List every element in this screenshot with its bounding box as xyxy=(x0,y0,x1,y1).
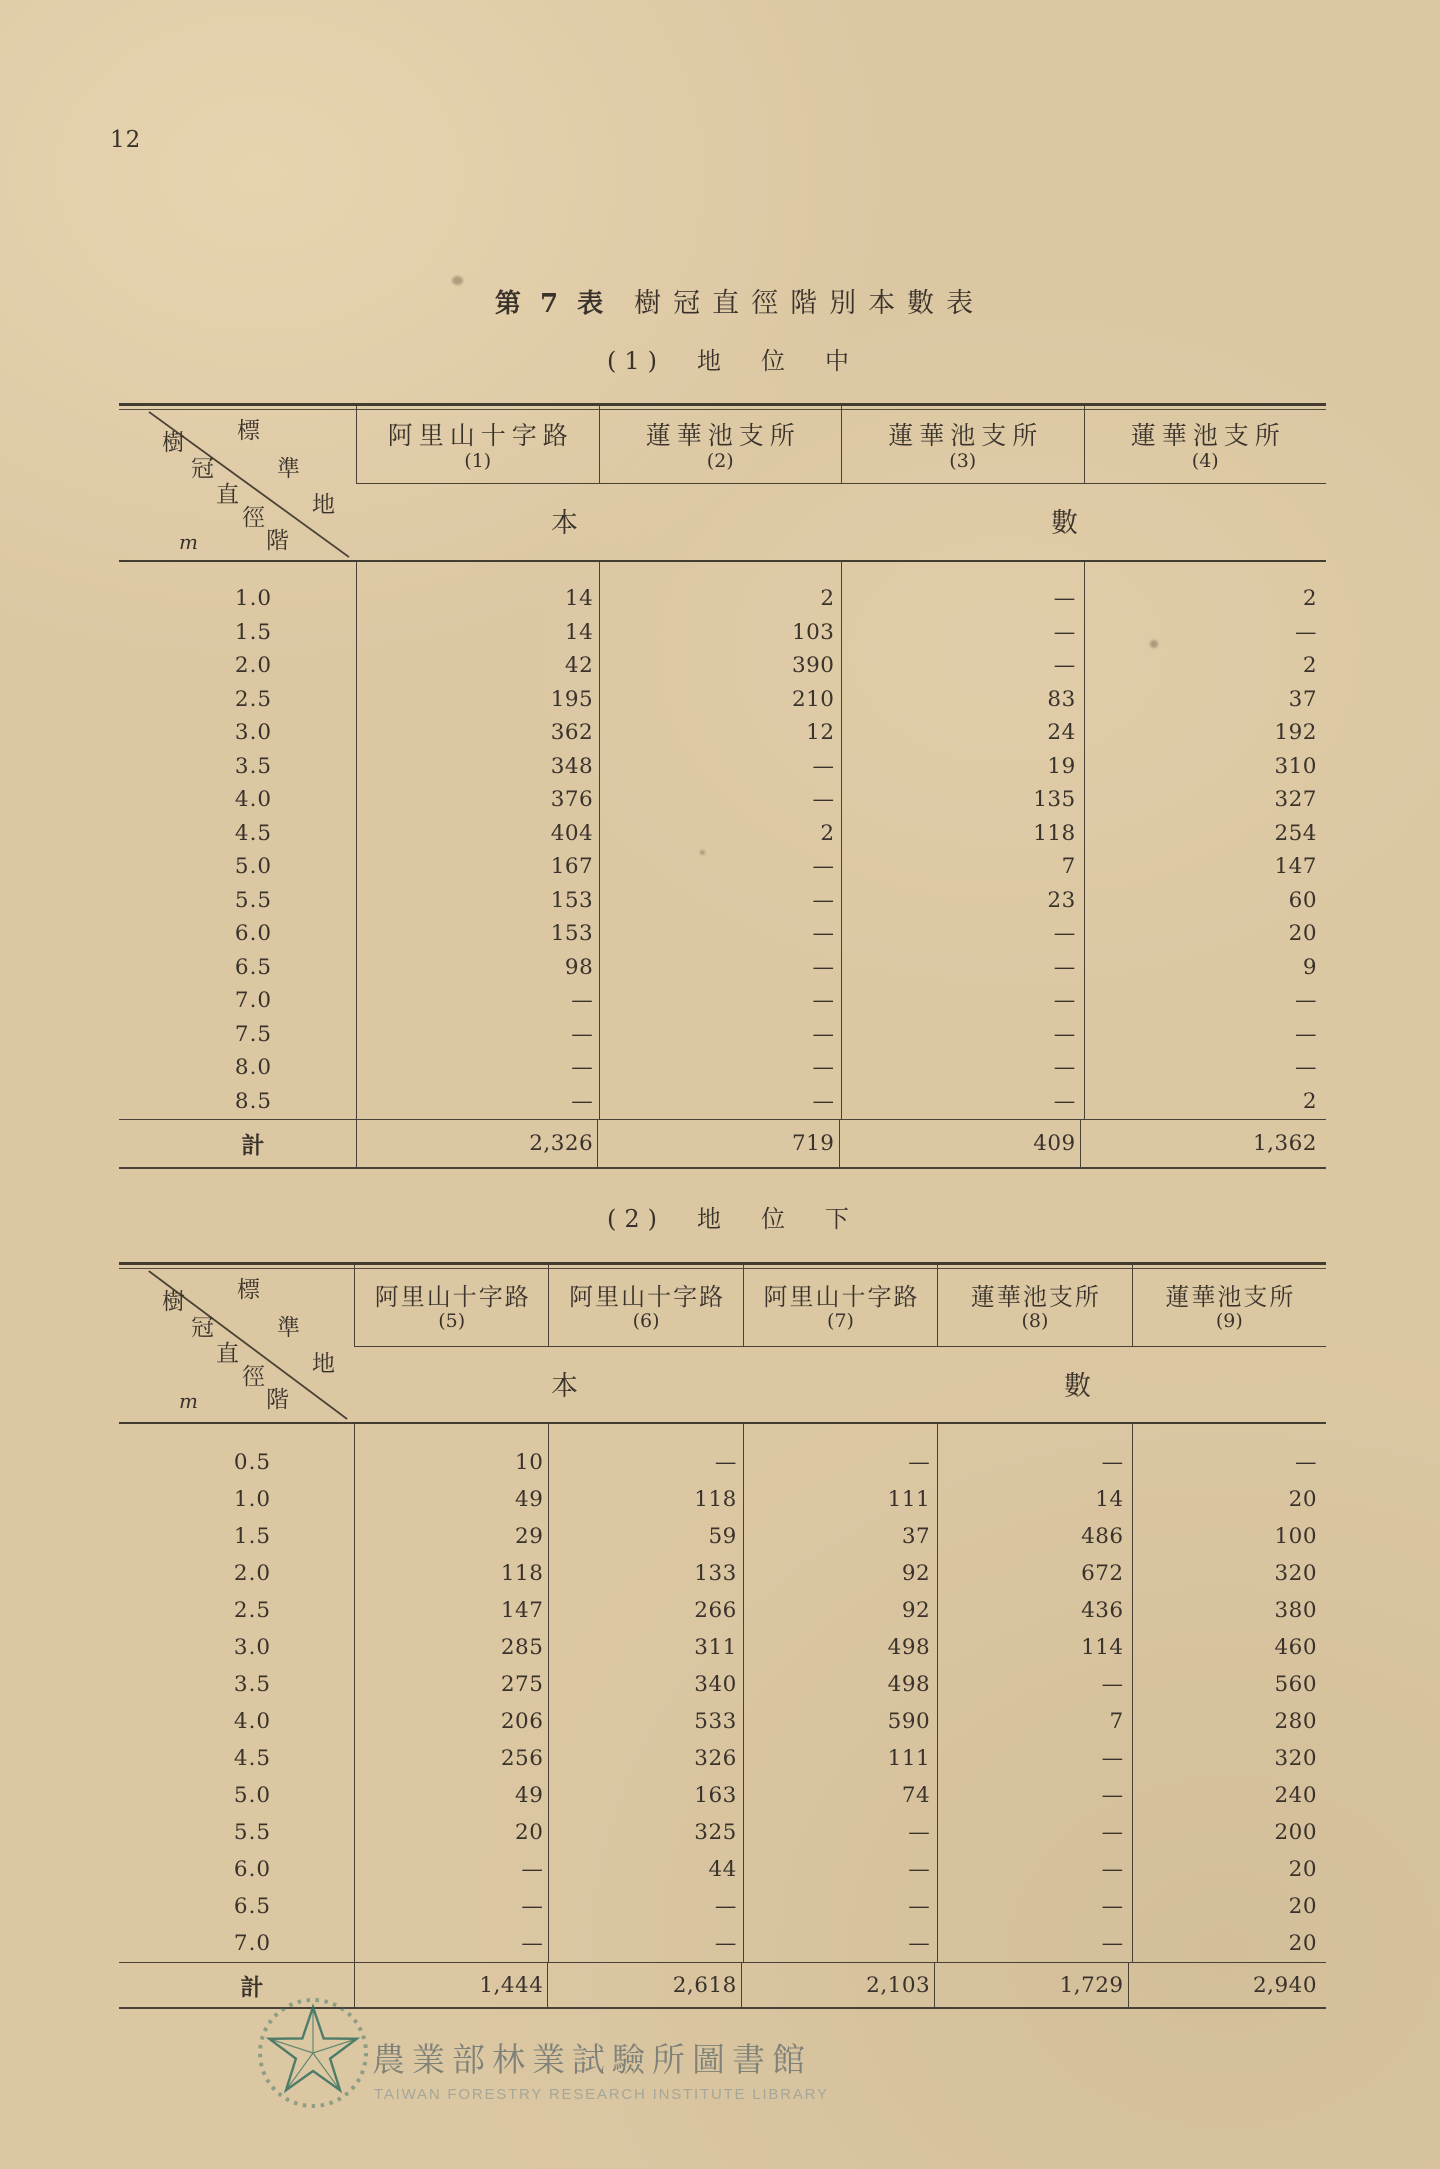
count-cell: — xyxy=(1053,586,1076,612)
column-header xyxy=(354,1265,548,1347)
table-site-medium xyxy=(119,403,1326,1169)
document-title xyxy=(0,281,1440,320)
count-cell: 98 xyxy=(564,954,594,980)
count-cell: 672 xyxy=(1081,1561,1124,1586)
diameter-class-label: 8.0 xyxy=(234,1055,273,1081)
column-header-name: 蓮華池支所 xyxy=(1130,421,1286,451)
column-header-number: (8) xyxy=(1021,1310,1049,1333)
count-cell: 206 xyxy=(500,1709,544,1734)
star-icon xyxy=(269,2007,356,2090)
table-header-row xyxy=(119,1265,1326,1413)
column-header xyxy=(743,1265,937,1347)
count-cell: — xyxy=(1295,619,1317,645)
count-cell: 153 xyxy=(550,921,594,947)
count-cell: 100 xyxy=(1274,1524,1318,1549)
count-cell: 118 xyxy=(500,1561,544,1586)
count-cell: — xyxy=(908,1894,931,1919)
count-cell: 49 xyxy=(515,1783,544,1808)
table-row xyxy=(119,884,1326,918)
count-cell: 254 xyxy=(1274,820,1317,846)
total-cell: 409 xyxy=(839,1120,1080,1167)
table-row xyxy=(119,984,1326,1018)
column-divider xyxy=(356,562,357,1119)
count-cell: — xyxy=(812,787,835,813)
table-row xyxy=(119,1018,1326,1052)
page-number: 12 xyxy=(110,127,142,153)
count-cell: 118 xyxy=(694,1487,737,1512)
diameter-class-label: 6.0 xyxy=(233,1857,272,1882)
count-cell: — xyxy=(1101,1783,1124,1808)
count-cell: 12 xyxy=(806,720,835,746)
unit-label-su: 數 xyxy=(1051,507,1078,539)
count-cell: — xyxy=(521,1894,544,1919)
total-row xyxy=(119,1119,1326,1167)
corner-axis-char: 階 xyxy=(266,1387,289,1413)
table-body xyxy=(119,562,1326,1119)
column-header-number: (5) xyxy=(438,1310,466,1333)
diameter-class-label: 4.5 xyxy=(234,820,273,846)
column-header xyxy=(1084,406,1327,484)
table-row xyxy=(119,1851,1326,1888)
table-row xyxy=(119,582,1326,616)
column-divider xyxy=(548,1424,549,1962)
table-row xyxy=(119,1777,1326,1814)
count-cell: — xyxy=(714,1894,737,1919)
count-cell: 163 xyxy=(694,1783,737,1808)
count-cell: 498 xyxy=(887,1635,931,1660)
count-cell: 275 xyxy=(500,1672,544,1697)
diameter-class-label: 6.0 xyxy=(234,921,273,947)
diameter-class-label: 4.0 xyxy=(234,787,273,813)
column-header-name: 蓮華池支所 xyxy=(888,421,1044,451)
count-cell: 280 xyxy=(1274,1709,1318,1734)
count-cell: — xyxy=(571,1021,594,1047)
table-row xyxy=(119,1592,1326,1629)
column-divider xyxy=(599,562,600,1119)
count-cell: 42 xyxy=(564,653,594,679)
column-header xyxy=(937,1265,1131,1347)
count-cell: — xyxy=(714,1931,737,1956)
count-cell: 92 xyxy=(901,1561,931,1586)
count-cell: — xyxy=(812,921,835,947)
count-cell: 29 xyxy=(515,1524,544,1549)
column-header-name: 蓮華池支所 xyxy=(645,421,801,451)
count-cell: — xyxy=(1053,921,1076,947)
count-cell: 348 xyxy=(550,753,594,779)
count-cell: — xyxy=(812,887,835,913)
diameter-class-label: 5.5 xyxy=(233,1820,272,1845)
table-row xyxy=(119,951,1326,985)
count-cell: — xyxy=(1053,954,1076,980)
count-cell: — xyxy=(1295,1055,1317,1081)
diameter-class-label: 3.5 xyxy=(234,753,273,779)
column-header xyxy=(1132,1265,1326,1347)
table-row xyxy=(119,1085,1326,1119)
column-divider xyxy=(841,562,842,1119)
count-cell: — xyxy=(812,988,835,1014)
count-cell: 2 xyxy=(1302,1088,1317,1114)
count-cell: — xyxy=(1101,1746,1124,1771)
column-header-name: 蓮華池支所 xyxy=(1165,1282,1296,1311)
count-cell: — xyxy=(521,1857,544,1882)
table-row xyxy=(119,1666,1326,1703)
count-cell: 103 xyxy=(791,619,835,645)
corner-axis-char: 直 xyxy=(216,482,239,508)
count-cell: 2 xyxy=(1302,586,1317,612)
corner-axis-char: 準 xyxy=(277,1315,300,1341)
count-cell: 9 xyxy=(1302,954,1317,980)
corner-axis-char: 樹 xyxy=(162,430,185,456)
count-cell: — xyxy=(812,854,835,880)
count-cell: 311 xyxy=(694,1635,737,1660)
library-name-english: TAIWAN FORESTRY RESEARCH INSTITUTE LIBRARY xyxy=(374,2086,829,2103)
count-cell: 327 xyxy=(1274,787,1317,813)
column-divider xyxy=(937,1424,938,1962)
corner-axis-char: 階 xyxy=(266,528,289,554)
diameter-class-label: 6.5 xyxy=(234,954,273,980)
column-header-name: 阿里山十字路 xyxy=(763,1282,920,1311)
column-divider xyxy=(1084,562,1085,1119)
count-cell: 92 xyxy=(901,1598,931,1623)
table-row xyxy=(119,1888,1326,1925)
count-cell: 320 xyxy=(1274,1746,1318,1771)
corner-axis-char: 冠 xyxy=(191,1315,214,1341)
count-cell: 44 xyxy=(708,1857,737,1882)
count-cell: 362 xyxy=(550,720,594,746)
count-cell: — xyxy=(908,1820,931,1845)
count-cell: 590 xyxy=(887,1709,931,1734)
diameter-class-label: 5.0 xyxy=(233,1783,272,1808)
table-row xyxy=(119,616,1326,650)
table-row xyxy=(119,783,1326,817)
count-cell: 133 xyxy=(694,1561,737,1586)
count-cell: 19 xyxy=(1047,753,1076,779)
column-divider xyxy=(743,1424,744,1962)
table-row xyxy=(119,1555,1326,1592)
table-row xyxy=(119,716,1326,750)
table-row xyxy=(119,649,1326,683)
count-cell: 200 xyxy=(1274,1820,1318,1845)
count-cell: — xyxy=(908,1857,931,1882)
diameter-class-label: 7.0 xyxy=(233,1931,272,1956)
corner-axis-char: 徑 xyxy=(242,1364,265,1390)
count-cell: — xyxy=(1101,1894,1124,1919)
count-cell: 135 xyxy=(1033,787,1076,813)
total-cell: 2,103 xyxy=(741,1963,934,2007)
table-row xyxy=(119,1814,1326,1851)
column-header-number: (9) xyxy=(1215,1310,1243,1333)
count-cell: 285 xyxy=(500,1635,544,1660)
count-cell: 24 xyxy=(1047,720,1076,746)
corner-axis-char: 樹 xyxy=(162,1289,185,1315)
total-cell: 1,362 xyxy=(1080,1120,1326,1167)
diameter-class-label: 2.0 xyxy=(233,1561,272,1586)
count-cell: — xyxy=(571,1055,594,1081)
count-cell: 7 xyxy=(1109,1709,1124,1734)
diameter-class-label: 8.5 xyxy=(234,1088,273,1114)
count-cell: — xyxy=(908,1450,931,1475)
count-cell: — xyxy=(1053,1055,1076,1081)
diameter-class-label: 1.0 xyxy=(233,1487,272,1512)
diagonal-header-cell xyxy=(119,406,356,562)
column-divider xyxy=(1132,1424,1133,1962)
count-cell: 390 xyxy=(791,653,835,679)
count-cell: 111 xyxy=(887,1746,931,1771)
diameter-class-label: 3.0 xyxy=(234,720,273,746)
diameter-class-label: 5.0 xyxy=(234,854,273,880)
count-cell: 266 xyxy=(694,1598,737,1623)
count-cell: 20 xyxy=(1288,921,1317,947)
column-header-name: 蓮華池支所 xyxy=(970,1282,1101,1311)
table-row xyxy=(119,1481,1326,1518)
table-body xyxy=(119,1424,1326,1962)
diameter-class-label: 1.5 xyxy=(233,1524,272,1549)
corner-unit-label: m xyxy=(179,530,198,554)
count-cell: 192 xyxy=(1274,720,1317,746)
count-cell: 14 xyxy=(564,619,594,645)
total-label: 計 xyxy=(241,1132,266,1159)
section-title-site-low: (2) 地 位 下 xyxy=(607,1205,857,1233)
count-cell: 210 xyxy=(791,686,835,712)
column-header-name: 阿里山十字路 xyxy=(569,1282,726,1311)
section-title-site-medium: (1) 地 位 中 xyxy=(607,347,857,375)
count-cell: 59 xyxy=(708,1524,737,1549)
column-header-name: 阿里山十字路 xyxy=(374,1282,531,1311)
column-header xyxy=(548,1265,742,1347)
count-cell: — xyxy=(1053,619,1076,645)
count-cell: 340 xyxy=(694,1672,737,1697)
count-cell: 20 xyxy=(515,1820,544,1845)
corner-axis-char: 標 xyxy=(237,418,260,444)
count-cell: 147 xyxy=(500,1598,544,1623)
count-cell: 114 xyxy=(1081,1635,1124,1660)
unit-label-su: 數 xyxy=(1064,1370,1091,1402)
count-cell: 23 xyxy=(1047,887,1076,913)
diameter-class-label: 1.5 xyxy=(234,619,273,645)
diameter-class-label: 7.0 xyxy=(234,988,273,1014)
count-cell: — xyxy=(1101,1931,1124,1956)
library-name: 農業部林業試驗所圖書館 xyxy=(372,2040,812,2079)
unit-label-hon: 本 xyxy=(551,507,578,539)
total-cell: 2,326 xyxy=(356,1120,597,1167)
count-cell: 256 xyxy=(500,1746,544,1771)
count-cell: 326 xyxy=(694,1746,737,1771)
count-cell: — xyxy=(812,1055,835,1081)
count-cell: 498 xyxy=(887,1672,931,1697)
table-number-label: 第 7 表 xyxy=(494,289,609,319)
table-row xyxy=(119,1703,1326,1740)
count-cell: 436 xyxy=(1081,1598,1124,1623)
table-header-row xyxy=(119,406,1326,554)
count-cell: — xyxy=(1295,988,1317,1014)
table-row xyxy=(119,1740,1326,1777)
count-cell: 147 xyxy=(1274,854,1317,880)
table-row xyxy=(119,817,1326,851)
column-header-name: 阿里山十字路 xyxy=(387,421,574,451)
total-cell: 719 xyxy=(597,1120,838,1167)
table-row xyxy=(119,1629,1326,1666)
diameter-class-label: 0.5 xyxy=(233,1450,272,1475)
count-cell: — xyxy=(1295,1450,1318,1475)
count-cell: — xyxy=(1101,1857,1124,1882)
table-row xyxy=(119,683,1326,717)
count-cell: 118 xyxy=(1033,820,1076,846)
count-cell: 14 xyxy=(1095,1487,1124,1512)
count-cell: — xyxy=(812,954,835,980)
count-cell: 7 xyxy=(1061,854,1076,880)
count-cell: 240 xyxy=(1274,1783,1318,1808)
diameter-class-label: 2.5 xyxy=(233,1598,272,1623)
corner-axis-char: 徑 xyxy=(242,505,265,531)
count-cell: 404 xyxy=(550,820,594,846)
count-cell: 60 xyxy=(1288,887,1317,913)
count-cell: — xyxy=(1053,653,1076,679)
count-cell: 2 xyxy=(1302,653,1317,679)
diameter-class-label: 5.5 xyxy=(234,887,273,913)
count-cell: 49 xyxy=(515,1487,544,1512)
total-cell: 1,729 xyxy=(934,1963,1127,2007)
table-row xyxy=(119,1051,1326,1085)
count-cell: — xyxy=(908,1931,931,1956)
diameter-class-label: 1.0 xyxy=(234,586,273,612)
column-header-number: (4) xyxy=(1191,449,1219,472)
count-cell: 20 xyxy=(1288,1487,1318,1512)
total-label: 計 xyxy=(240,1973,265,2001)
diameter-class-label: 3.5 xyxy=(233,1672,272,1697)
table-row xyxy=(119,1518,1326,1555)
corner-axis-char: 地 xyxy=(312,1351,335,1377)
corner-axis-char: 標 xyxy=(237,1277,260,1303)
count-cell: — xyxy=(521,1931,544,1956)
count-cell: — xyxy=(1053,1021,1076,1047)
total-cell: 2,940 xyxy=(1128,1963,1326,2007)
unit-label-hon: 本 xyxy=(551,1370,578,1402)
count-cell: — xyxy=(1101,1672,1124,1697)
corner-axis-char: 準 xyxy=(277,456,300,482)
diameter-class-label: 4.0 xyxy=(233,1709,272,1734)
count-cell: — xyxy=(812,1088,835,1114)
count-cell: — xyxy=(571,988,594,1014)
count-cell: 20 xyxy=(1288,1857,1318,1882)
count-cell: 10 xyxy=(515,1450,544,1475)
table-row xyxy=(119,750,1326,784)
count-cell: 376 xyxy=(550,787,594,813)
column-header-number: (7) xyxy=(827,1310,854,1333)
table-row xyxy=(119,850,1326,884)
column-divider xyxy=(354,1424,355,1962)
count-cell: 20 xyxy=(1288,1931,1318,1956)
count-cell: 195 xyxy=(550,686,594,712)
column-header xyxy=(599,406,842,484)
count-cell: 167 xyxy=(550,854,594,880)
diagonal-header-cell xyxy=(119,1265,354,1424)
column-header-number: (1) xyxy=(464,449,492,472)
column-header-number: (6) xyxy=(632,1310,660,1333)
diameter-class-label: 6.5 xyxy=(233,1894,272,1919)
diameter-class-label: 2.0 xyxy=(234,653,273,679)
count-cell: 460 xyxy=(1274,1635,1318,1660)
count-cell: 153 xyxy=(550,887,594,913)
diameter-class-label: 3.0 xyxy=(233,1635,272,1660)
count-cell: 111 xyxy=(887,1487,931,1512)
table-site-low xyxy=(119,1262,1326,2009)
count-cell: 20 xyxy=(1288,1894,1318,1919)
count-cell: — xyxy=(714,1450,737,1475)
count-cell: — xyxy=(1101,1450,1124,1475)
count-cell: 83 xyxy=(1047,686,1076,712)
table-row xyxy=(119,1444,1326,1481)
count-cell: — xyxy=(812,753,835,779)
total-cell: 1,444 xyxy=(354,1963,547,2007)
count-cell: 560 xyxy=(1274,1672,1318,1697)
count-cell: 486 xyxy=(1081,1524,1124,1549)
column-header-number: (2) xyxy=(706,449,734,472)
count-cell: 37 xyxy=(901,1524,931,1549)
count-cell: 74 xyxy=(901,1783,931,1808)
count-cell: — xyxy=(812,1021,835,1047)
forestry-star-logo xyxy=(258,1988,368,2118)
column-header xyxy=(356,406,599,484)
column-header-number: (3) xyxy=(949,449,977,472)
count-cell: 310 xyxy=(1274,753,1317,779)
count-cell: 380 xyxy=(1274,1598,1318,1623)
count-cell: — xyxy=(1101,1820,1124,1845)
count-cell: — xyxy=(571,1088,594,1114)
corner-axis-char: 地 xyxy=(312,492,335,518)
count-cell: 2 xyxy=(820,820,835,846)
diameter-class-label: 7.5 xyxy=(234,1021,273,1047)
total-cell: 2,618 xyxy=(547,1963,740,2007)
count-cell: — xyxy=(1053,1088,1076,1114)
table-row xyxy=(119,917,1326,951)
diameter-class-label: 4.5 xyxy=(233,1746,272,1771)
corner-axis-char: 直 xyxy=(216,1341,239,1367)
count-cell: 325 xyxy=(694,1820,737,1845)
diameter-class-label: 2.5 xyxy=(234,686,273,712)
count-cell: 320 xyxy=(1274,1561,1318,1586)
count-cell: 2 xyxy=(820,586,835,612)
count-cell: 14 xyxy=(564,586,594,612)
column-header xyxy=(841,406,1084,484)
count-cell: — xyxy=(1295,1021,1317,1047)
count-cell: — xyxy=(1053,988,1076,1014)
count-cell: 37 xyxy=(1288,686,1317,712)
corner-axis-char: 冠 xyxy=(191,456,214,482)
count-cell: 533 xyxy=(694,1709,737,1734)
corner-unit-label: m xyxy=(179,1389,198,1413)
table-row xyxy=(119,1925,1326,1962)
table-title-text: 樹冠直徑階別本數表 xyxy=(634,288,986,319)
